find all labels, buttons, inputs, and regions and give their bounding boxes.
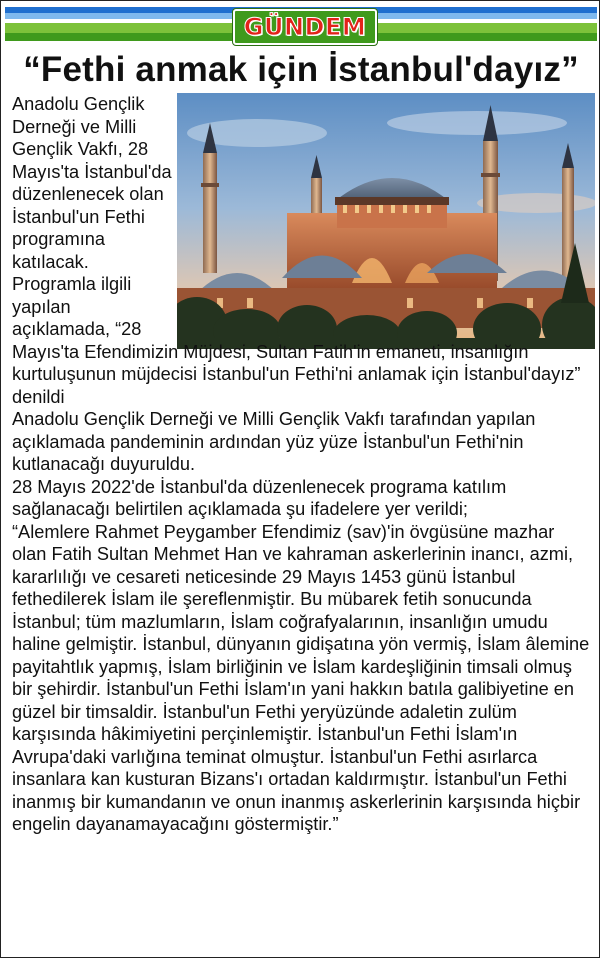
- article-paragraph: 28 Mayıs 2022'de İstanbul'da düzenlenecek programa katılım sağlanacağı belirtilen açıklamada şu ifadelere yer verildi;: [12, 476, 507, 519]
- article-intro: Anadolu Gençlik Derneği ve Milli Gençlik Vakfı, 28 Mayıs'ta İstanbul'da düzenlenecek olan İstanbul'un Fethi programına katılacak. Programla ilgili yapılan açıklamada, “28: [12, 94, 172, 339]
- headline: “Fethi anmak için İstanbul'dayız”: [23, 50, 579, 89]
- section-banner: [5, 7, 597, 43]
- section-label: GÜNDEM: [233, 9, 377, 45]
- article-quote: “Alemlere Rahmet Peygamber Efendimiz (sav)'in övgüsüne mazhar olan Fatih Sultan Mehmet Han ve kahraman askerlerinin inancı, azmi, kararlılığı ve cesareti neticesinde 29 Mayıs 1453 günü İstanbul fethedilerek İslam ile şereflenmiştir. Bu mübarek fetih sonucunda İstanbul; tüm mazlumların, İslam coğrafyalarının, insanlığın umudu haline gelmiştir. İstanbul, dünyanın gidişatına yön vermiş, İslam âlemine payitahtlık yapmış, İslam birliğinin ve İslam kardeşliğinin timsali olmuş bir şehirdir. İstanbul'un Fethi İslam'ın yani hakkın batıla galibiyetine en güzel bir timsaldir. İstanbul'un Fethi yeryüzünde adaletin zulüm karşısında hâkimiyetini perçinlemiştir. İstanbul'un Fethi İslam'ın Avrupa'daki varlığına teminat olmuştur. İstanbul'un Fethi asırlarca insanlara kan kusturan Bizans'ı ortadan kaldırmıştır. İstanbul'un Fethi inanmış bir kumandanın ve onun inanmış askerlerinin karşısında hiçbir engelin dayanamayacağını göstermiştir.”: [12, 521, 590, 834]
- article-paragraph: Anadolu Gençlik Derneği ve Milli Gençlik Vakfı tarafından yapılan açıklamada pandeminin ardından yüz yüze İstanbul'un Fethi'nin kutlanacağı duyuruldu.: [12, 409, 536, 474]
- article-body: [12, 93, 592, 836]
- article-intro-continued: Mayıs'ta Efendimizin Müjdesi, Sultan Fatih'in emaneti, insanlığın kurtuluşunun müjdecisi İstanbul'un Fethi'ni anlamak için İstanbul'dayız” denildi: [12, 341, 581, 407]
